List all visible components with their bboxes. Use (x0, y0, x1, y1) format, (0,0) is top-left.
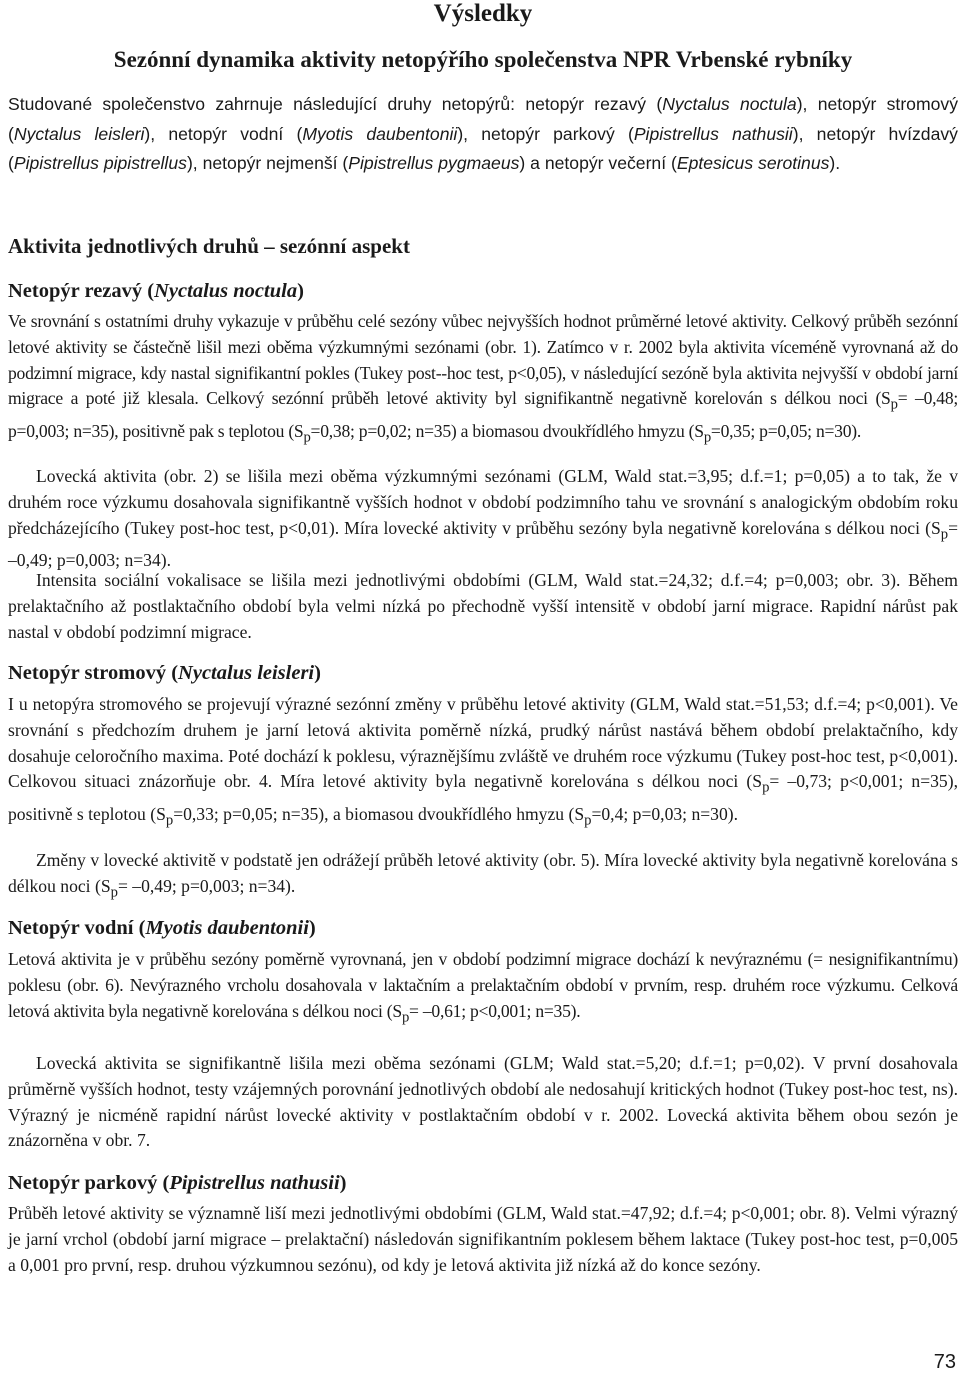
species-heading-noctula: Netopýr rezavý (Nyctalus noctula) (8, 280, 304, 302)
noctula-paragraph-1: Ve srovnání s ostatními druhy vykazuje v průběhu celé sezóny vůbec nejvyšších hodnot průměrné letové aktivity. Celkový průběh sezónní letové aktivity se částečně lišil mezi oběma výzkumnými sezónami (obr. 1). Zatímco v r. 2002 byla aktivita víceméně vyrovnaná až do podzimní migrace, kdy nastal signifikantní pokles (Tukey post--hoc test, p<0,05), v následující sezóně byla aktivita nejvyšší v období jarní migrace a poté již klesala. Celkový sezónní průběh letové aktivity byl signifikantně negativně korelován s délkou noci ($S_p= -0,48$; p=0,003; n=35), positivně pak s teplotou ($S_p=0,38$; p=0,02; n=35) a biomasou dvoukřídlého hmyzu ($S_p=0,35$; p=0,05; n=30). (8, 311, 958, 446)
page-subtitle: Sezónní dynamika aktivity netopýřího společenstva NPR Vrbenské rybníky (113, 47, 853, 72)
leisleri-paragraph-1: I u netopýra stromového se projevují výrazné sezónní změny v průběhu letové aktivity (GLM, Wald stat.=51,53; d.f.=4; p<0,001). Ve srovnání s předchozím druhem je jarní letová aktivita poměrně nízká, prudký nárůst nastává během období prelaktačního, kdy dosahuje celoročního maxima. Poté dochází k poklesu, výraznějšímu zvláště ve druhém roce výzkumu (Tukey post-hoc test, p<0,001). Celkovou situaci znázorňuje obr. 4. Míra letové aktivity byla negativně korelována s délkou noci ($S_p= -0,73$; p<0,001; n=35), positivně s teplotou ($S_p=0,33$; p=0,05; n=35), a biomasou dvoukřídlého hmyzu ($S_p=0,4$; p=0,03; n=30). (8, 694, 958, 829)
intro-paragraph: Studované společenstvo zahrnuje následující druhy netopýrů: netopýr rezavý (Nyctalus noctula), netopýr stromový (Nyctalus leisleri), netopýr vodní (Myotis daubentonii), netopýr parkový (Pipistrellus nathusii), netopýr hvízdavý (Pipistrellus pipistrellus), netopýr nejmenší (Pipistrellus pygmaeus) a netopýr večerní (Eptesicus serotinus). (8, 94, 958, 173)
noctula-paragraph-2: Lovecká aktivita (obr. 2) se lišila mezi oběma výzkumnými sezónami (GLM, Wald stat.=3,95; d.f.=1; p=0,05) a to tak, že v druhém roce výzkumu dosahovala signifikantně vyšších hodnot v období podzimního tahu ve srovnání s analogickým obdobím roku předcházejícího (Tukey post-hoc test, p<0,01). Míra lovecké aktivity v průběhu sezóny byla negativně korelována s délkou noci ($S_p= -0,49$; p=0,003; n=34). (8, 466, 958, 570)
nathusii-paragraph-1: Průběh letové aktivity se významně liší mezi jednotlivými obdobími (GLM, Wald stat.=47,92; d.f.=4; p<0,001; obr. 8). Velmi výrazný je jarní vrchol (období jarní migrace – prelaktační) následován signifikantním poklesem během laktace (Tukey post-hoc test, p=0,005 a 0,001 pro první, resp. druhou výzkumnou sezónu), od kdy je letová aktivita již nízká až do konce sezóny. (8, 1203, 958, 1275)
species-heading-daubentonii: Netopýr vodní (Myotis daubentonii) (8, 917, 316, 939)
noctula-paragraph-3: Intensita sociální vokalisace se lišila mezi jednotlivými obdobími (GLM, Wald stat.=24,32; d.f.=4; p=0,003; obr. 3). Během prelaktačního až postlaktačního období byla velmi nízká po přechodně vyšší intensitě v období jarní migrace. Rapidní nárůst pak nastal v období podzimní migrace. (8, 570, 958, 642)
species-heading-leisleri: Netopýr stromový (Nyctalus leisleri) (8, 662, 321, 684)
page-number: 73 (933, 1351, 956, 1373)
daubentonii-paragraph-1: Letová aktivita je v průběhu sezóny poměrně vyrovnaná, jen v období podzimní migrace dochází k nevýraznému (= nesignifikantnímu) poklesu (obr. 6). Nevýrazného vrcholu dosahovala v laktačním a prelaktačním období v prvním, resp. druhém roce výzkumu. Celková letová aktivita byla negativně korelována s délkou noci ($S_p= -0,61$; p<0,001; n=35). (8, 949, 958, 1026)
page-title: Výsledky (433, 0, 533, 27)
section-heading: Aktivita jednotlivých druhů – sezónní aspekt (8, 234, 410, 258)
leisleri-paragraph-2: Změny v lovecké aktivitě v podstatě jen odrážejí průběh letové aktivity (obr. 5). Míra lovecké aktivity byla negativně korelována s délkou noci ($S_p= -0,49$; p=0,003; n=34). (8, 850, 958, 901)
daubentonii-paragraph-2: Lovecká aktivita se signifikantně lišila mezi oběma sezónami (GLM; Wald stat.=5,20; d.f.=1; p=0,02). V první dosahovala průměrně vyšších hodnot, testy vzájemných porovnání jednotlivých období ale nedosahují kritických hodnot (Tukey post-hoc test, ns). Výrazný je nicméně rapidní nárůst lovecké aktivity v postlaktačním období v r. 2002. Lovecká aktivita během obou sezón je znázorněna v obr. 7. (8, 1053, 958, 1151)
species-heading-nathusii: Netopýr parkový (Pipistrellus nathusii) (8, 1172, 347, 1194)
